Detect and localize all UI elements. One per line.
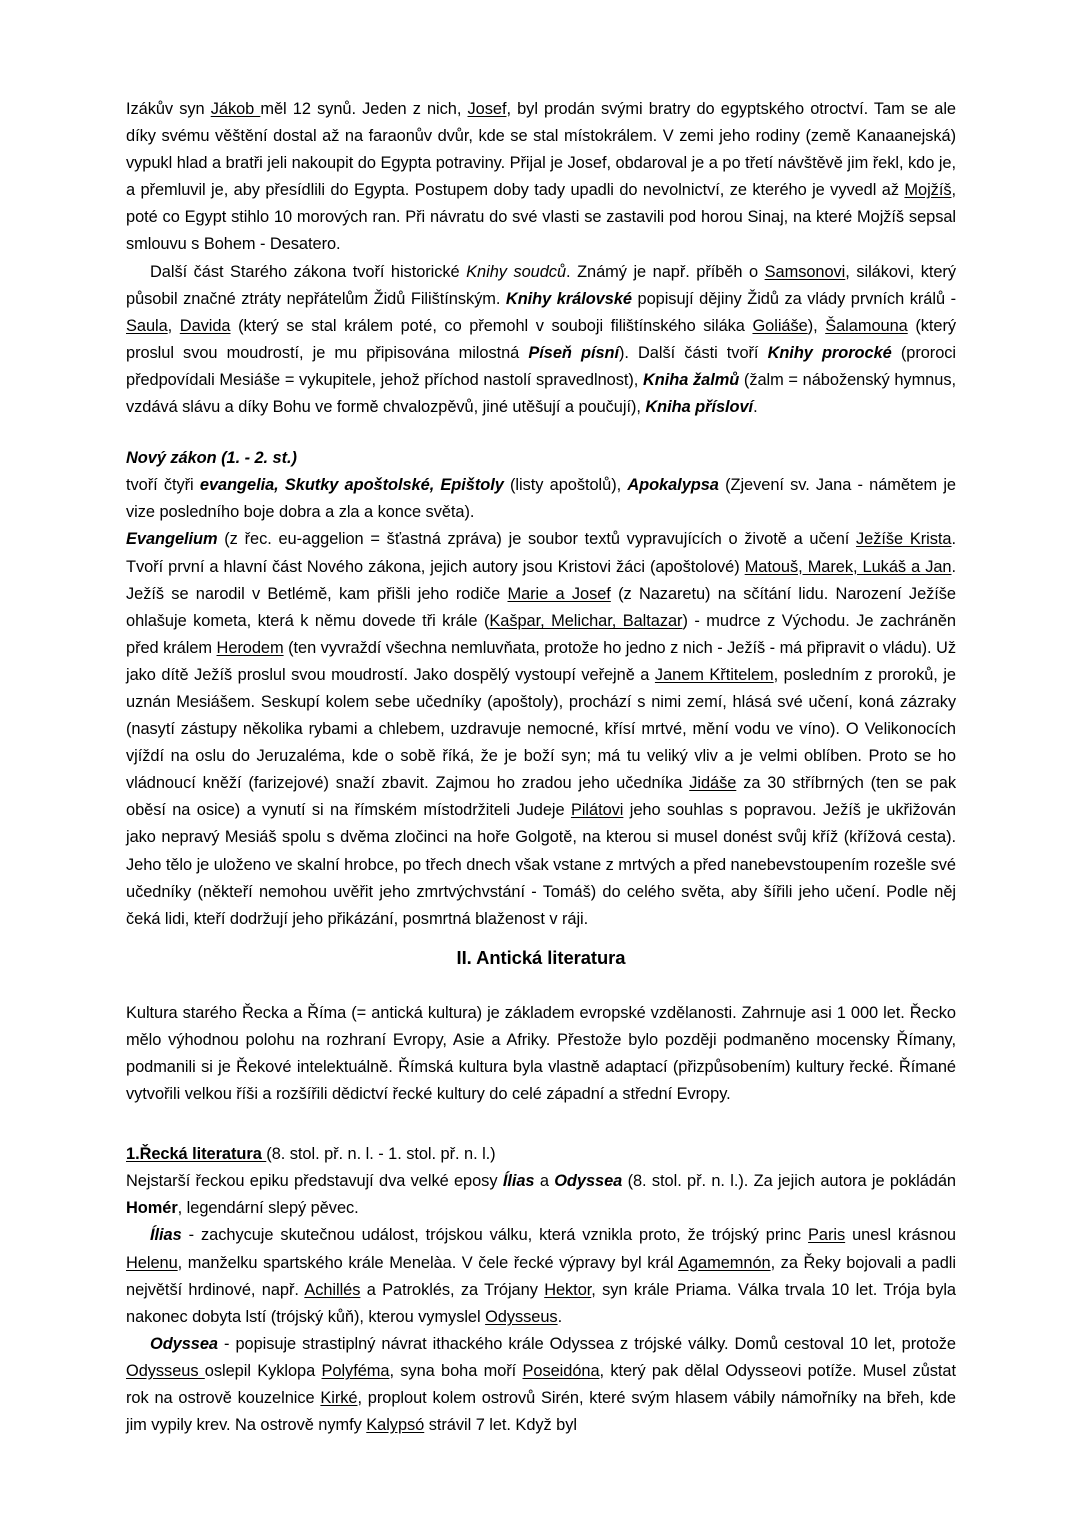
text-run-underline: Kalypsó [366,1416,425,1435]
text-run-bold-italic: evangelia, Skutky apoštolské, Epištoly [199,476,504,495]
text-run-underline: Šalamouna [825,316,908,335]
text-run-italic: Knihy soudců [466,262,567,281]
text-run-underline: Marie a Josef [507,584,611,603]
subheading-recka-literatura: 1.Řecká literatura (8. stol. př. n. l. - 1. stol. př. n. l.) [126,1145,496,1164]
spacer [126,1108,956,1141]
text-run-underline: Polyféma [321,1361,390,1380]
text-run-underline: Kirké [320,1389,358,1408]
text-run-underline: Herodem [216,638,284,657]
paragraph-evangelium: Evangelium (z řec. eu-aggelion = šťastná zpráva) je soubor textů vypravujících o životě a učení Ježíše Krista. Tvoří první a hlavní část Nového zákona, jejich autory jsou Kristovi žáci (apoštolové) Matouš, Marek, Lukáš a Jan. Ježíš se narodil v Betlémě, kam přišli jeho rodiče Marie a Josef (z Nazaretu) na sčítání lidu. Narození Ježíše ohlašuje kometa, která k němu dovede tři krále (Kašpar, Melichar, Baltazar) - mudrce z Východu. Je zachráněn před králem Herodem (ten vyvraždí všechna nemluvňata, protože ho jedno z nich - Ježíš - má připravit o vládu). Už jako dítě Ježíš proslul svou moudrostí. Jako dospělý vystoupí veřejně a Janem Křtitelem, posledním z proroků, je uznán Mesiášem. Seskupí kolem sebe učedníky (apoštoly), prochází s nimi zemí, hlásá své učení, koná zázraky (nasytí zástupy několika rybami a chlebem, uzdravuje nemocné, křísí mrtvé, mění vodu ve víno). O Velikonocích vjíždí na oslu do Jeruzaléma, kde o sobě říká, že je boží syn; má tu veliký vliv a je velmi oblíben. Proto se ho vládnoucí kněží (farizejové) snaží zbavit. Zajmou ho zradou jeho učedníka Jidáše za 30 stříbrných (ten se pak oběsí na osice) a vynutí si na římském místodržiteli Judeje Pilátovi jeho souhlas s popravou. Ježíš je ukřižován jako nepravý Mesiáš spolu s dvěma zločinci na hoře Golgotě, na kterou si musel donést svůj kříž (křížová cesta). Jeho tělo je uloženo ve skalní hrobce, po třech dnech však vstane z mrtvých a před nanebevstoupením rozešle své učedníky (někteří nemohou uvěřit jeho zmrtvýchvstání - Tomáš) do celého světa, aby šířili jeho učení. Podle něj čeká lidi, kteří dodržují jeho přikázání, posmrtná blaženost v ráji. [126,530,957,928]
text-run-underline: Poseidóna [522,1361,600,1380]
text-run-underline: Jákob [210,100,261,118]
spacer [126,421,956,445]
text-run-underline: Saula [126,316,168,335]
text-run-underline: Hektor [544,1280,592,1299]
text-run-bold-italic: Nový zákon (1. - 2. st.) [126,449,297,468]
text-run-bold-italic: Ílias [150,1226,182,1245]
text-run-underline: Mojžíš [904,181,952,200]
text-run-bold-italic: Odyssea [554,1172,623,1191]
text-run-underline: Odysseus [126,1361,205,1380]
text-run-bold-italic: Knihy královské [505,289,632,308]
text-run-bold-italic: Odyssea [150,1334,218,1353]
text-run-underline: Samsonovi [764,262,846,281]
text-run-bold-italic: Píseň písní [528,343,619,362]
text-run-bold-italic: Evangelium [126,530,218,549]
text-run-underline: Paris [808,1226,846,1245]
paragraph-odyssea: Odyssea - popisuje strastiplný návrat ithackého krále Odyssea z trójské války. Domů cestoval 10 let, protože Odysseus oslepil Kyklopa Polyféma, syna boha moří Poseidóna, který pak dělal Odysseovi potíže. Musel zůstat rok na ostrově kouzelnice Kirké, proplout kolem ostrovů Sirén, které svým hlasem vábily námořníky na břeh, kde jim vypily krev. Na ostrově nymfy Kalypsó strávil 7 let. Když byl [126,1334,956,1435]
paragraph-ilias: Ílias - zachycuje skutečnou událost, trójskou válku, která vznikla proto, že trójský princ Paris unesl krásnou Helenu, manželku spartského krále Menelàa. V čele řecké výpravy byl král Agamemnón, za Řeky bojovali a padli největší hrdinové, např. Achillés a Patroklés, za Trójany Hektor, syn krále Priama. Válka trvala 10 let. Trója byla nakonec dobyta lstí (trójský kůň), kterou vymyslel Odysseus. [126,1226,957,1326]
text-run-bold-underline: 1.Řecká literatura [126,1145,267,1164]
spacer [126,971,956,1000]
text-run-underline: Jidáše [689,774,737,793]
text-run-underline: Helenu [126,1253,178,1272]
text-run-bold-italic: Ílias [502,1172,535,1191]
document-text-column [126,96,956,1439]
paragraph-novy-zakon-parts: tvoří čtyři evangelia, Skutky apoštolské, Epištoly (listy apoštolů), Apokalypsa (Zjevení sv. Jana - námětem je vize posledního boje dobra a zla a konce světa). [126,476,956,522]
subheading-novy-zakon [126,445,956,472]
text-run-bold-italic: Knihy prorocké [767,343,892,362]
text-run-underline: Achillés [304,1280,361,1299]
text-run-underline: Agamemnón [678,1253,771,1272]
text-run-underline: Odysseus [485,1307,558,1326]
text-run-underline: Pilátovi [570,801,624,820]
paragraph-anticka-kultura: Kultura starého Řecka a Říma (= antická kultura) je základem evropské vzdělanosti. Zahrnuje asi 1 000 let. Řecko mělo výhodnou polohu na rozhraní Evropy, Asie a Afriky. Přestože bylo později podmaněno mocensky Římany, podmanili si je Řekové intelektuálně. Římská kultura byla vlastně adaptací (přizpůsobením) kultury řecké. Římané vytvořili velkou říši a rozšířili dědictví řecké kultury do celé západní a střední Evropy. [126,1003,956,1104]
text-run-underline: Kašpar, Melichar, Baltazar [489,611,683,630]
heading-anticka-literatura: II. Antická literatura [456,946,626,968]
paragraph-old-testament-books: Další část Starého zákona tvoří historické Knihy soudců. Známý je např. příběh o Samsonovi, silákovi, který působil značné ztráty nepřátelům Židů Filištínským. Knihy královské popisují dějiny Židů za vlády prvních králů - Saula, Davida (který se stal králem poté, co přemohl v souboji filištínského siláka Goliáše), Šalamouna (který proslul svou moudrostí, je mu připisována milostná Píseň písní). Další části tvoří Knihy prorocké (proroci předpovídali Mesiáše = vykupitele, jehož příchod nastolí spravedlnost), Kniha žalmů (žalm = náboženský hymnus, vzdává slávu a díky Bohu ve formě chvalozpěvů, jiné utěšují a poučují), Kniha přísloví. [126,262,957,417]
text-run-bold-italic: Kniha přísloví [645,398,754,417]
paragraph-genesis: Izákův syn Jákob měl 12 synů. Jeden z nich, Josef, byl prodán svými bratry do egyptského otroctví. Tam se ale díky svému věštění dostal až na faraonův dvůr, kde se stal místokrálem. V zemi jeho rodiny (země Kanaanejská) vypukl hlad a bratři jeli nakoupit do Egypta potraviny. Přijal je Josef, obdaroval je a po třetí návštěvě jim řekl, kdo je, a přemluvil je, aby přesídlili do Egypta. Postupem doby tady upadli do nevolnictví, ze kterého je vyvedl až Mojžíš, poté co Egypt stihlo 10 morových ran. Při návratu do své vlasti se zastavili pod horou Sinaj, na které Mojžíš sepsal smlouvu s Bohem - Desatero. [126,100,956,254]
text-run-bold-italic: Kniha žalmů [642,370,740,389]
text-run-underline: Matouš, Marek, Lukáš a Jan [744,557,952,576]
text-run-underline: Goliáše [752,316,808,335]
text-run-underline: Josef [467,100,507,118]
text-run-underline: Davida [179,316,231,335]
text-run-underline: Janem Křtitelem [654,665,774,684]
paragraph-homer: Nejstarší řeckou epiku představují dva velké eposy Ílias a Odyssea (8. stol. př. n. l.). Za jejich autora je pokládán Homér, legendární slepý pěvec. [126,1172,956,1218]
text-run-bold: Homér [126,1199,178,1218]
spacer [126,933,956,944]
text-run-underline: Ježíše Krista [856,530,952,549]
text-run-bold-italic: Apokalypsa [627,476,719,495]
